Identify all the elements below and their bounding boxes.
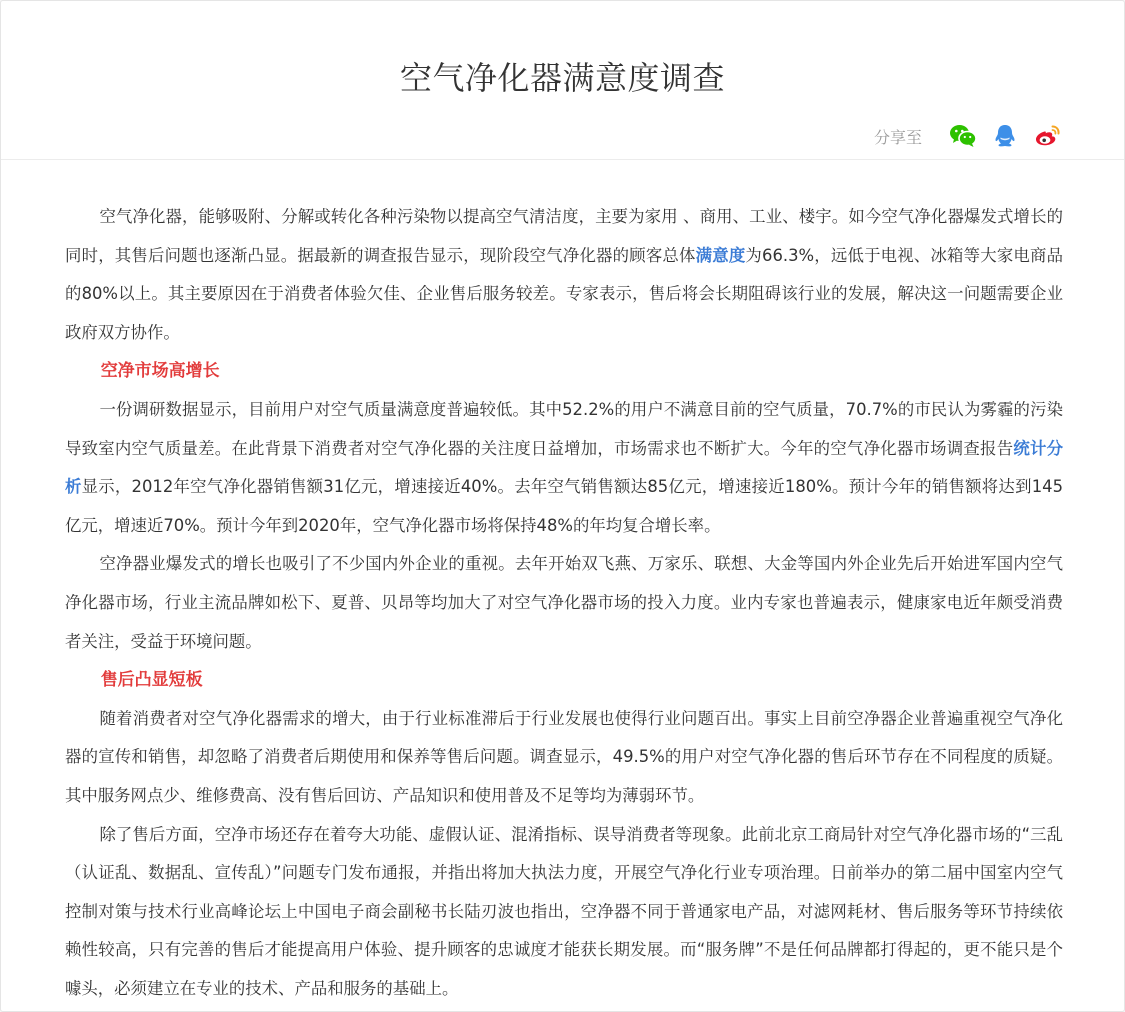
paragraph-text: 为66.3%，远低于电视、冰箱等大家电商品的80%以上。其主要原因在于消费者体验欠佳、企业售后服务较差。专家表示，售后将会长期阻碍该行业的发展，解决这一问题需要企业政府双方协作。 [65, 245, 1064, 342]
keyword-link-satisfaction[interactable]: 满意度 [695, 245, 746, 265]
paragraph-text: 显示，2012年空气净化器销售额31亿元，增速接近40%。去年空气销售额达85亿元，增速接近180%。预计今年的销售额将达到145亿元，增速近70%。预计今年到2020年，空气净化器市场将保持48%的年均复合增长率。 [65, 477, 1063, 535]
share-label: 分享至 [873, 127, 922, 147]
paragraph-text: 一份调研数据显示，目前用户对空气质量满意度普遍较低。其中52.2%的用户不满意目前的空气质量，70.7%的市民认为雾霾的污染导致室内空气质量差。在此背景下消费者对空气净化器的关注度日益增加，市场需求也不断扩大。今年的空气净化器市场调查报告 [65, 399, 1063, 458]
article-header [1, 1, 1124, 160]
paragraph-regulation: 除了售后方面，空净市场还存在着夸大功能、虚假认证、混淆指标、误导消费者等现象。此前北京工商局针对空气净化器市场的“三乱（认证乱、数据乱、宣传乱）”问题专门发布通报，并指出将加大执法力度，开展空气净化行业专项治理。日前举办的第二届中国室内空气控制对策与技术行业高峰论坛上中国电子商会副秘书长陆刃波也指出，空净器不同于普通家电产品，对滤网耗材、售后服务等环节持续依赖性较高，只有完善的售后才能提高用户体验、提升顾客的忠诚度才能获长期发展。而“服务牌”不是任何品牌都打得起的，更不能只是个噱头，必须建立在专业的技术、产品和服务的基础上。 [65, 824, 1063, 998]
section-title-market-growth: 空净市场高增长 [100, 361, 220, 382]
weibo-icon[interactable] [1032, 122, 1062, 150]
share-bar [874, 122, 1062, 150]
wechat-icon[interactable] [948, 122, 978, 150]
article-body [65, 198, 1063, 1008]
article-title: 空气净化器满意度调查 [399, 59, 725, 97]
paragraph-text: 空气净化器，能够吸附、分解或转化各种污染物以提高空气清洁度，主要为家用 、商用、工业、楼宇。如今空气净化器爆发式增长的同时，其售后问题也逐渐凸显。据最新的调查报告显示，现阶段空气净化器的顾客总体 [65, 207, 1063, 265]
paragraph-intro [65, 198, 1063, 352]
paragraph-after-sales: 随着消费者对空气净化器需求的增大，由于行业标准滞后于行业发展也使得行业问题百出。事实上目前空净器企业普遍重视空气净化器的宣传和销售，却忽略了消费者后期使用和保养等售后问题。调查显示，49.5%的用户对空气净化器的售后环节存在不同程度的质疑。其中服务网点少、维修费高、没有售后回访、产品知识和使用普及不足等均为薄弱环节。 [65, 708, 1063, 805]
qq-icon[interactable] [990, 122, 1020, 150]
paragraph-enterprise: 空净器业爆发式的增长也吸引了不少国内外企业的重视。去年开始双飞燕、万家乐、联想、大金等国内外企业先后开始进军国内空气净化器市场，行业主流品牌如松下、夏普、贝昂等均加大了对空气净化器市场的投入力度。业内专家也普遍表示，健康家电近年颇受消费者关注，受益于环境问题。 [65, 554, 1063, 651]
keyword-link-statistics[interactable]: 统计分析 [65, 438, 1064, 497]
section-title-after-sales: 售后凸显短板 [100, 670, 203, 691]
paragraph-market-data [65, 391, 1063, 545]
